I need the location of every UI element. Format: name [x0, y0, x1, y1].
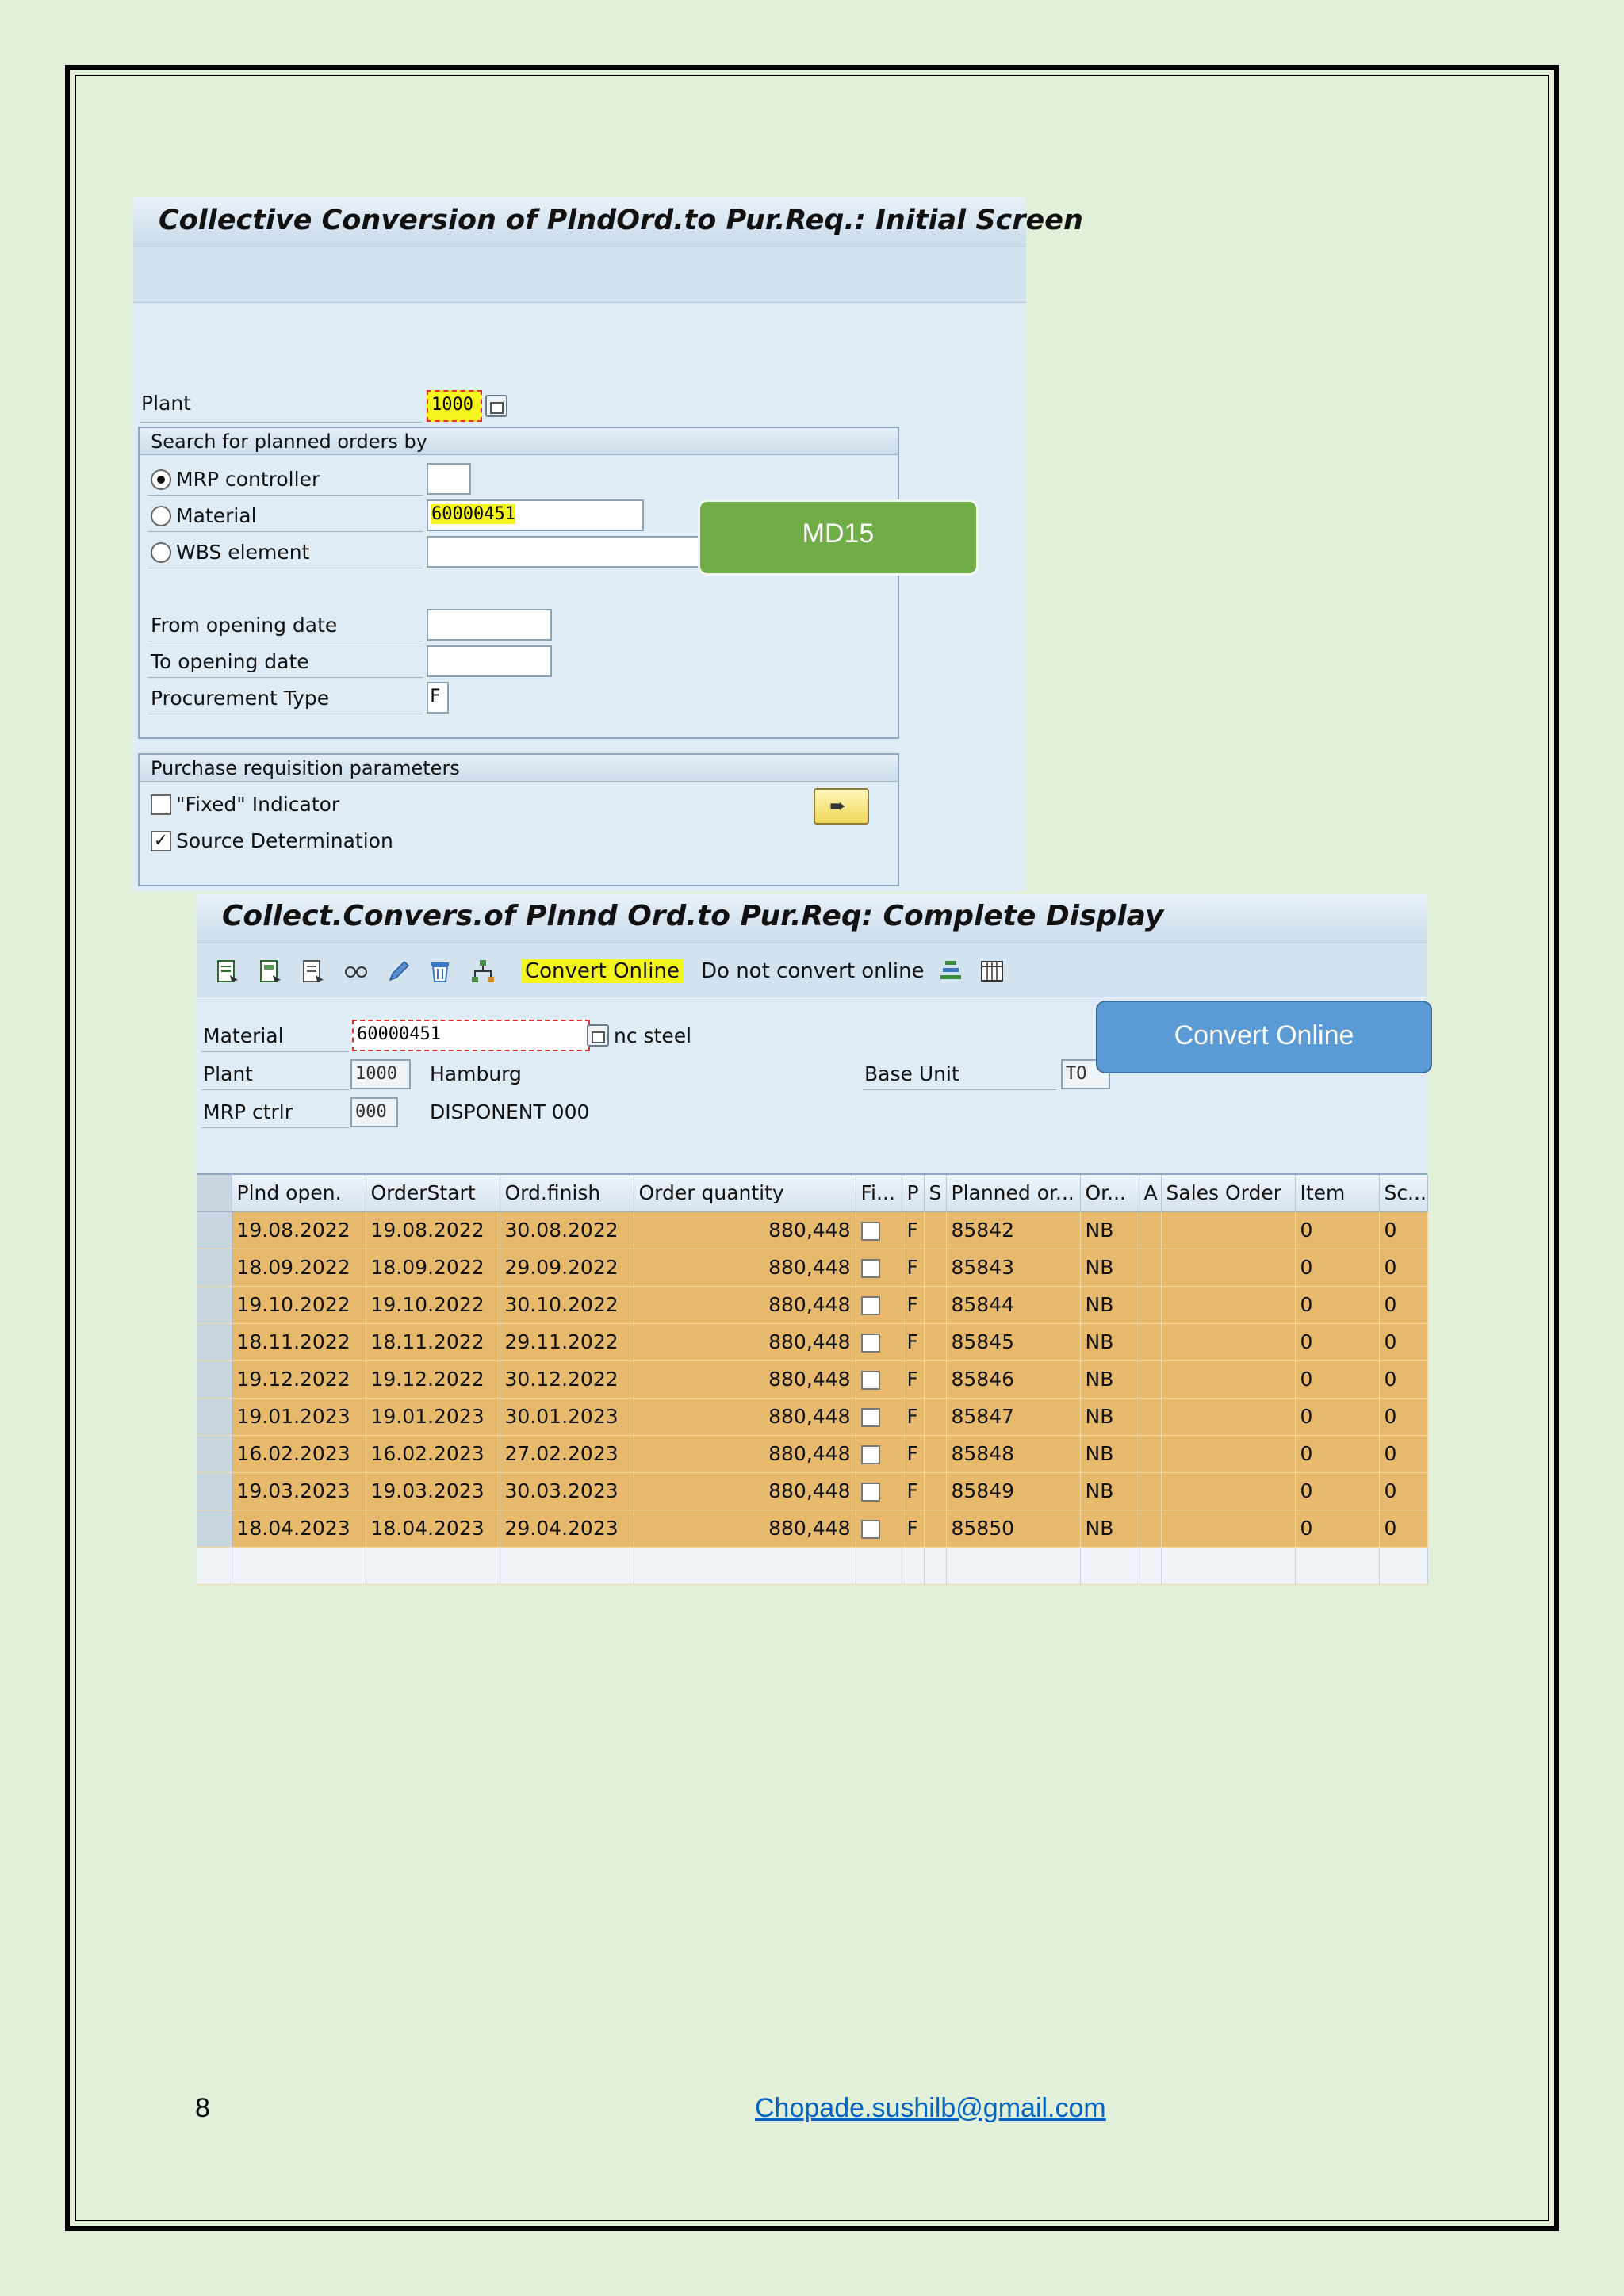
table-cell: F	[902, 1211, 924, 1249]
table-cell: 19.01.2023	[366, 1398, 500, 1435]
table-cell	[856, 1435, 902, 1472]
table-cell: F	[902, 1435, 924, 1472]
table-cell	[1161, 1435, 1295, 1472]
mrp-ctrlr-value: 000	[350, 1097, 398, 1127]
table-cell	[1161, 1211, 1295, 1249]
table-cell: 0	[1379, 1510, 1427, 1547]
table-cell: 0	[1379, 1323, 1427, 1360]
table-cell: 0	[1379, 1249, 1427, 1286]
table-cell: 0	[1379, 1286, 1427, 1323]
table-cell	[856, 1398, 902, 1435]
execute-icon: ➨	[829, 794, 847, 818]
table-cell: F	[902, 1398, 924, 1435]
material-input-value: 60000451	[431, 504, 515, 524]
table-cell: 30.10.2022	[500, 1286, 634, 1323]
table-cell: 16.02.2023	[366, 1435, 500, 1472]
table-row[interactable]	[197, 1323, 1427, 1360]
table-cell	[1161, 1286, 1295, 1323]
row-selector[interactable]	[197, 1472, 232, 1510]
column-header[interactable]: A	[1139, 1175, 1161, 1211]
table-cell: 0	[1295, 1360, 1379, 1398]
complete-display-screen	[197, 894, 1427, 1582]
table-cell	[924, 1398, 946, 1435]
table-cell	[924, 1211, 946, 1249]
procurement-type-label: Procurement Type	[151, 687, 330, 710]
possible-entries-icon[interactable]	[485, 395, 508, 417]
table-cell	[1139, 1286, 1161, 1323]
table-cell: 880,448	[634, 1472, 856, 1510]
table-cell	[1139, 1435, 1161, 1472]
table-cell: 85843	[946, 1249, 1080, 1286]
table-cell: 19.12.2022	[232, 1360, 366, 1398]
empty-cell	[856, 1547, 902, 1584]
table-cell	[1139, 1249, 1161, 1286]
pr-parameters-header	[140, 755, 898, 782]
table-cell: 18.04.2023	[366, 1510, 500, 1547]
table-cell: 880,448	[634, 1211, 856, 1249]
table-row[interactable]	[197, 1472, 1427, 1510]
table-cell	[1161, 1360, 1295, 1398]
material-header-underline	[201, 1051, 349, 1052]
table-cell: NB	[1080, 1510, 1139, 1547]
table-cell: 0	[1295, 1211, 1379, 1249]
firmed-checkbox[interactable]	[861, 1483, 880, 1502]
deselect-all-icon[interactable]	[257, 958, 284, 985]
table-cell	[1139, 1398, 1161, 1435]
empty-cell	[232, 1547, 366, 1584]
table-header-row	[197, 1175, 1427, 1211]
table-cell: F	[902, 1323, 924, 1360]
empty-cell	[500, 1547, 634, 1584]
plant-description: Hamburg	[430, 1062, 522, 1085]
table-cell	[1139, 1323, 1161, 1360]
table-row[interactable]	[197, 1360, 1427, 1398]
table-cell: 0	[1295, 1472, 1379, 1510]
table-cell	[1161, 1510, 1295, 1547]
table-cell: NB	[1080, 1435, 1139, 1472]
pr-parameters-group	[138, 753, 899, 886]
table-cell	[924, 1435, 946, 1472]
table-row[interactable]	[197, 1211, 1427, 1249]
table-cell: 27.02.2023	[500, 1435, 634, 1472]
table-cell: 29.11.2022	[500, 1323, 634, 1360]
table-cell: 85847	[946, 1398, 1080, 1435]
table-cell	[924, 1249, 946, 1286]
column-header[interactable]: Item	[1295, 1175, 1379, 1211]
source-determination-label: Source Determination	[176, 829, 393, 852]
table-cell: 0	[1379, 1398, 1427, 1435]
sort-icon[interactable]	[937, 958, 964, 985]
table-cell: 0	[1295, 1323, 1379, 1360]
author-email-link[interactable]: Chopade.sushilb@gmail.com	[755, 2093, 1106, 2123]
column-header[interactable]: Fi...	[856, 1175, 902, 1211]
column-header[interactable]: S	[924, 1175, 946, 1211]
table-cell: 30.12.2022	[500, 1360, 634, 1398]
mrp-controller-radio[interactable]	[151, 469, 171, 490]
table-cell: NB	[1080, 1249, 1139, 1286]
table-cell	[856, 1510, 902, 1547]
empty-cell	[1379, 1547, 1427, 1584]
row-selector[interactable]	[197, 1323, 232, 1360]
table-cell: F	[902, 1249, 924, 1286]
material-header-input[interactable]: 60000451	[352, 1020, 590, 1051]
table-cell: 30.08.2022	[500, 1211, 634, 1249]
table-cell: 19.01.2023	[232, 1398, 366, 1435]
material-label: Material	[176, 504, 257, 527]
table-cell	[1139, 1472, 1161, 1510]
table-cell: 0	[1379, 1435, 1427, 1472]
table-cell: 0	[1295, 1510, 1379, 1547]
empty-cell	[634, 1547, 856, 1584]
table-row[interactable]	[197, 1435, 1427, 1472]
empty-cell	[946, 1547, 1080, 1584]
table-cell: 16.02.2023	[232, 1435, 366, 1472]
md15-callout: MD15	[698, 499, 979, 576]
empty-cell	[366, 1547, 500, 1584]
table-cell	[924, 1472, 946, 1510]
table-cell	[856, 1323, 902, 1360]
empty-cell	[924, 1547, 946, 1584]
display-details-icon[interactable]	[343, 958, 370, 985]
table-row[interactable]	[197, 1398, 1427, 1435]
row-selector[interactable]	[197, 1249, 232, 1286]
table-cell: 19.03.2023	[366, 1472, 500, 1510]
table-cell: 18.09.2022	[366, 1249, 500, 1286]
mrp-ctrlr-label: MRP ctrlr	[203, 1100, 293, 1123]
mrp-controller-input[interactable]	[427, 463, 471, 495]
table-cell: 0	[1379, 1360, 1427, 1398]
planned-orders-grid	[197, 1173, 1427, 1582]
initial-screen-titlebar	[133, 197, 1083, 247]
column-header[interactable]: OrderStart	[366, 1175, 500, 1211]
table-cell: 30.03.2023	[500, 1472, 634, 1510]
table-cell: 880,448	[634, 1323, 856, 1360]
plant-input[interactable]: 1000	[427, 390, 482, 422]
table-cell: NB	[1080, 1472, 1139, 1510]
table-cell	[856, 1211, 902, 1249]
complete-display-titlebar	[197, 894, 1427, 943]
table-cell: 18.11.2022	[232, 1323, 366, 1360]
mrp-ctrlr-description: DISPONENT 000	[430, 1100, 590, 1123]
empty-table-row	[197, 1547, 1427, 1584]
search-group-header	[140, 428, 898, 455]
table-cell: 0	[1295, 1286, 1379, 1323]
table-cell	[924, 1360, 946, 1398]
column-header[interactable]: Or...	[1080, 1175, 1139, 1211]
initial-screen-title: Collective Conversion of PlndOrd.to Pur.Req.: Initial Screen	[159, 205, 1083, 236]
plant-header-label: Plant	[203, 1062, 253, 1085]
layout-icon[interactable]	[979, 958, 1005, 985]
execute-button[interactable]	[814, 788, 869, 825]
firmed-checkbox[interactable]	[861, 1445, 880, 1464]
table-cell: 0	[1379, 1211, 1427, 1249]
table-cell: 85846	[946, 1360, 1080, 1398]
material-underline	[147, 531, 423, 532]
procurement-type-input[interactable]: F	[427, 682, 449, 714]
table-cell: 18.04.2023	[232, 1510, 366, 1547]
base-unit-label: Base Unit	[864, 1062, 959, 1085]
column-header[interactable]: Planned or...	[946, 1175, 1080, 1211]
row-selector[interactable]	[197, 1286, 232, 1323]
table-cell: 880,448	[634, 1435, 856, 1472]
fixed-indicator-label: "Fixed" Indicator	[176, 793, 340, 816]
table-cell	[1161, 1398, 1295, 1435]
change-icon[interactable]	[385, 958, 412, 985]
from-opening-date-label: From opening date	[151, 614, 338, 637]
column-header[interactable]: Sc...	[1379, 1175, 1427, 1211]
table-cell	[1161, 1472, 1295, 1510]
table-cell: 18.11.2022	[366, 1323, 500, 1360]
table-cell: 19.03.2023	[232, 1472, 366, 1510]
table-cell: F	[902, 1472, 924, 1510]
mrp-ctrlr-underline	[201, 1127, 349, 1128]
table-cell: F	[902, 1360, 924, 1398]
table-cell	[1161, 1249, 1295, 1286]
table-cell	[924, 1286, 946, 1323]
table-row[interactable]	[197, 1510, 1427, 1547]
select-all-icon[interactable]	[214, 958, 241, 985]
firmed-checkbox[interactable]	[861, 1222, 880, 1241]
plant-label: Plant	[141, 392, 191, 415]
table-cell: NB	[1080, 1360, 1139, 1398]
empty-cell	[1161, 1547, 1295, 1584]
empty-cell	[197, 1547, 232, 1584]
firmed-checkbox[interactable]	[861, 1259, 880, 1278]
mrp-controller-underline	[147, 495, 423, 496]
table-cell: 0	[1295, 1398, 1379, 1435]
base-unit-underline	[863, 1089, 1056, 1090]
do-not-convert-online-button[interactable]: Do not convert online	[701, 959, 925, 983]
column-header[interactable]: Ord.finish	[500, 1175, 634, 1211]
base-unit-value: TO	[1061, 1059, 1110, 1089]
table-cell: 85850	[946, 1510, 1080, 1547]
table-cell: 85844	[946, 1286, 1080, 1323]
table-cell	[924, 1510, 946, 1547]
material-input[interactable]	[427, 499, 644, 531]
table-cell: 880,448	[634, 1286, 856, 1323]
table-cell	[1161, 1323, 1295, 1360]
hierarchy-icon[interactable]	[469, 958, 496, 985]
mrp-controller-label: MRP controller	[176, 468, 320, 491]
search-group-title: Search for planned orders by	[151, 430, 427, 453]
column-header[interactable]: Sales Order	[1161, 1175, 1295, 1211]
planned-orders-table	[197, 1175, 1428, 1585]
source-determination-checkbox[interactable]: ✓	[151, 831, 171, 851]
table-cell	[1139, 1360, 1161, 1398]
convert-online-button[interactable]: Convert Online	[522, 959, 683, 983]
table-row[interactable]	[197, 1286, 1427, 1323]
plant-label-underline	[140, 422, 422, 423]
row-selector[interactable]	[197, 1211, 232, 1249]
page-number: 8	[195, 2093, 210, 2123]
to-opening-date-input[interactable]	[427, 645, 552, 677]
empty-cell	[1080, 1547, 1139, 1584]
from-opening-date-input[interactable]	[427, 609, 552, 641]
table-cell: 880,448	[634, 1249, 856, 1286]
wbs-element-label: WBS element	[176, 541, 310, 564]
row-selector[interactable]	[197, 1510, 232, 1547]
material-possible-entries-icon[interactable]	[587, 1024, 609, 1047]
to-opening-date-label: To opening date	[151, 650, 309, 673]
table-cell: 0	[1379, 1472, 1427, 1510]
row-selector-header[interactable]	[197, 1175, 232, 1211]
table-cell: 0	[1295, 1249, 1379, 1286]
delete-icon[interactable]	[427, 958, 454, 985]
to-opening-date-underline	[147, 677, 423, 678]
table-cell	[1139, 1510, 1161, 1547]
table-cell: 880,448	[634, 1510, 856, 1547]
empty-cell	[1295, 1547, 1379, 1584]
table-cell: NB	[1080, 1323, 1139, 1360]
table-cell	[924, 1323, 946, 1360]
firmed-checkbox[interactable]	[861, 1371, 880, 1390]
pr-parameters-title: Purchase requisition parameters	[151, 757, 460, 779]
table-cell: F	[902, 1286, 924, 1323]
table-cell	[856, 1472, 902, 1510]
wbs-element-input[interactable]	[427, 536, 699, 568]
complete-display-toolbar	[197, 943, 1427, 997]
row-selector[interactable]	[197, 1435, 232, 1472]
table-cell: 85845	[946, 1323, 1080, 1360]
table-cell: NB	[1080, 1398, 1139, 1435]
initial-screen-toolbar	[133, 247, 1026, 303]
wbs-element-radio[interactable]	[151, 542, 171, 563]
fixed-indicator-checkbox[interactable]	[151, 794, 171, 815]
table-cell	[856, 1249, 902, 1286]
table-cell: 30.01.2023	[500, 1398, 634, 1435]
table-cell: 0	[1295, 1435, 1379, 1472]
table-cell: 19.10.2022	[366, 1286, 500, 1323]
select-block-icon[interactable]	[300, 958, 327, 985]
material-header-label: Material	[203, 1024, 284, 1047]
firmed-checkbox[interactable]	[861, 1520, 880, 1539]
row-selector[interactable]	[197, 1398, 232, 1435]
plant-header-underline	[201, 1089, 349, 1090]
firmed-checkbox[interactable]	[861, 1296, 880, 1315]
search-group	[138, 427, 899, 739]
row-selector[interactable]	[197, 1360, 232, 1398]
table-row[interactable]	[197, 1249, 1427, 1286]
table-cell	[856, 1286, 902, 1323]
table-cell: 85842	[946, 1211, 1080, 1249]
firmed-checkbox[interactable]	[861, 1408, 880, 1427]
table-cell: 19.08.2022	[232, 1211, 366, 1249]
table-cell: 18.09.2022	[232, 1249, 366, 1286]
table-cell: 85849	[946, 1472, 1080, 1510]
material-description: nc steel	[614, 1024, 692, 1047]
table-cell: 19.10.2022	[232, 1286, 366, 1323]
table-cell: 19.08.2022	[366, 1211, 500, 1249]
convert-online-callout: Convert Online	[1096, 1001, 1432, 1073]
table-cell: 19.12.2022	[366, 1360, 500, 1398]
table-cell: 880,448	[634, 1398, 856, 1435]
table-cell: 29.09.2022	[500, 1249, 634, 1286]
column-header[interactable]: Plnd open.	[232, 1175, 366, 1211]
table-cell: F	[902, 1510, 924, 1547]
column-header[interactable]: P	[902, 1175, 924, 1211]
table-cell: 880,448	[634, 1360, 856, 1398]
material-radio[interactable]	[151, 506, 171, 526]
column-header[interactable]: Order quantity	[634, 1175, 856, 1211]
table-cell: 29.04.2023	[500, 1510, 634, 1547]
table-cell: 85848	[946, 1435, 1080, 1472]
complete-display-title: Collect.Convers.of Plnnd Ord.to Pur.Req: Complete Display	[222, 900, 1164, 932]
firmed-checkbox[interactable]	[861, 1334, 880, 1353]
plant-header-value: 1000	[350, 1059, 411, 1089]
table-cell: NB	[1080, 1286, 1139, 1323]
table-cell	[856, 1360, 902, 1398]
table-cell: NB	[1080, 1211, 1139, 1249]
empty-cell	[902, 1547, 924, 1584]
empty-cell	[1139, 1547, 1161, 1584]
table-cell	[1139, 1211, 1161, 1249]
